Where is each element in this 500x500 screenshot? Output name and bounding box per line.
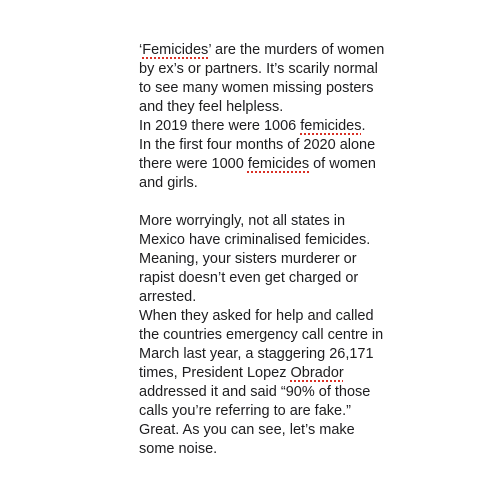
text-line [139,155,439,174]
text-line [139,41,439,60]
misspelled-word[interactable]: Obrador [290,365,344,381]
text-line [139,117,439,136]
text-segment: of women [309,156,376,172]
text-line: Great. As you can see, let’s make [139,422,355,438]
text-line: Mexico have criminalised femicides. [139,232,371,248]
text-segment: there were 1000 [139,156,248,172]
text-line: calls you’re referring to are fake.” [139,403,351,419]
text-segment: In 2019 there were 1006 [139,118,301,134]
text-segment: times, President Lopez [139,365,291,381]
text-line: rapist doesn’t even get charged or [139,270,359,286]
misspelled-word[interactable]: Femicides [142,42,209,58]
text-line: Meaning, your sisters murderer or [139,251,357,267]
text-line: the countries emergency call centre in [139,327,384,343]
text-line: and girls. [139,175,198,191]
text-line: More worryingly, not all states in [139,213,346,229]
misspelled-word[interactable]: femicides [300,118,362,134]
text-line: In the first four months of 2020 alone [139,137,376,153]
text-line: March last year, a staggering 26,171 [139,346,374,362]
text-line: and they feel helpless. [139,99,284,115]
text-line: some noise. [139,441,218,457]
text-line: When they asked for help and called [139,308,374,324]
text-line: arrested. [139,289,197,305]
text-segment: ’ are the murders of women [208,42,385,58]
text-segment: ‘ [139,42,143,58]
text-line: by ex’s or partners. It’s scarily normal [139,61,378,77]
text-line [139,364,439,383]
text-line: to see many women missing posters [139,80,374,96]
text-segment: . [361,118,366,134]
misspelled-word[interactable]: femicides [247,156,310,172]
note-body-text[interactable] [139,41,439,459]
text-line: addressed it and said “90% of those [139,384,371,400]
paragraph-break [139,193,439,212]
